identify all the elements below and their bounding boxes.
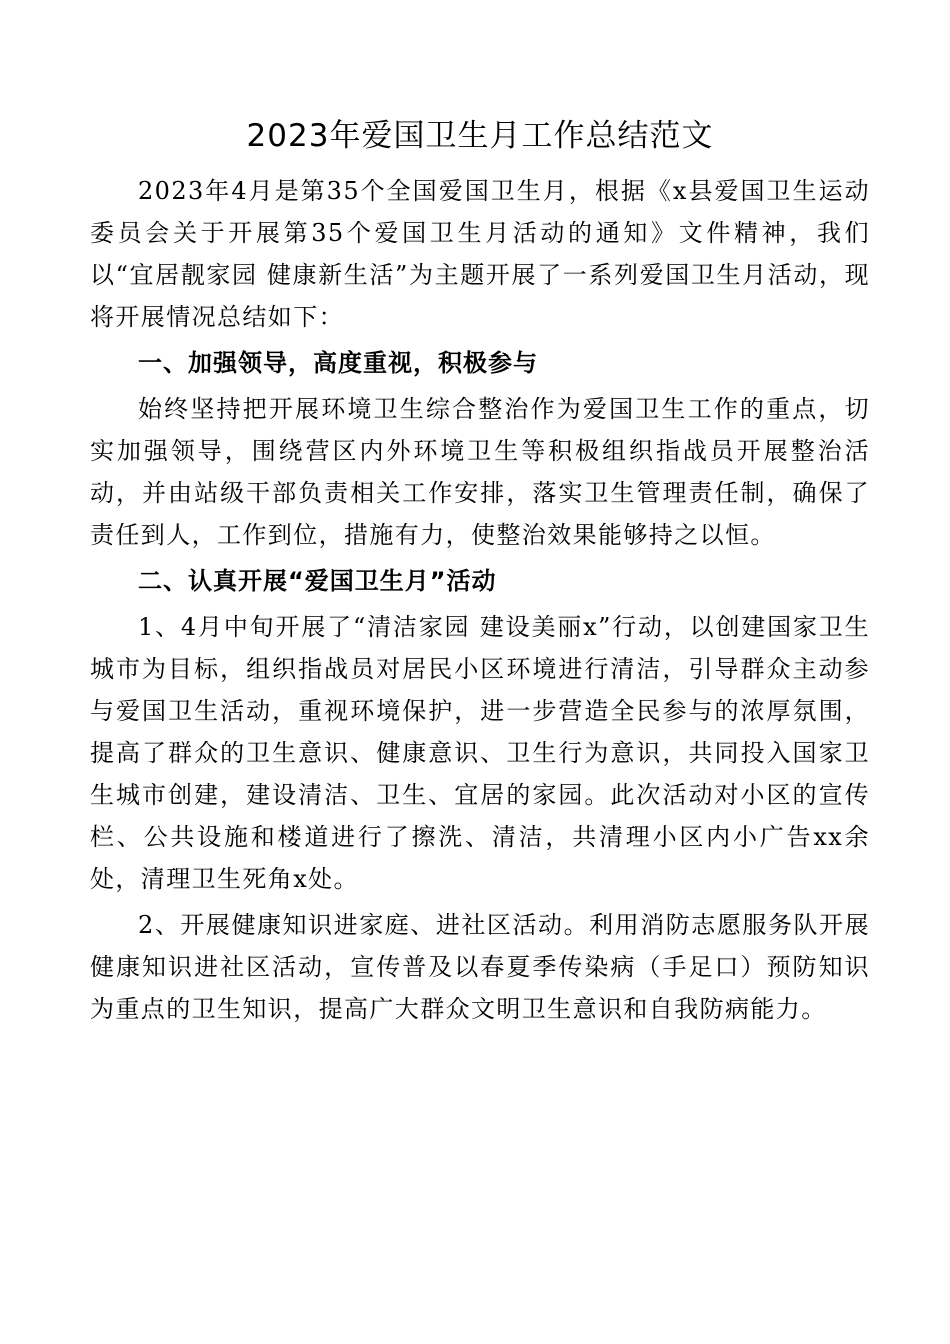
section-heading: 二、认真开展“爱国卫生月”活动	[138, 567, 497, 595]
document-page	[90, 112, 870, 1034]
section-activities	[90, 560, 870, 1030]
section-leadership	[90, 342, 870, 556]
section-heading: 一、加强领导，高度重视，积极参与	[138, 349, 538, 377]
document-title: 2023年爱国卫生月工作总结范文	[246, 118, 714, 154]
section-paragraph: 始终坚持把开展环境卫生综合整治作为爱国卫生工作的重点，切实加强领导，围绕营区内外环境卫生等积极组织指战员开展整治活动，并由站级干部负责相关工作安排，落实卫生管理责任制，确保了责任到人，工作到位，措施有力，使整治效果能够持之以恒。	[90, 395, 870, 549]
section-paragraph: 2、开展健康知识进家庭、进社区活动。利用消防志愿服务队开展健康知识进社区活动，宣传普及以春夏季传染病（手足口）预防知识为重点的卫生知识，提高广大群众文明卫生意识和自我防病能力。	[90, 911, 870, 1023]
section-paragraph: 1、4月中旬开展了“清洁家园 建设美丽x”行动，以创建国家卫生城市为目标，组织指战员对居民小区环境进行清洁，引导群众主动参与爱国卫生活动，重视环境保护，进一步营造全民参与的浓厚氛围，提高了群众的卫生意识、健康意识、卫生行为意识，共同投入国家卫生城市创建，建设清洁、卫生、宜居的家园。此次活动对小区的宣传栏、公共设施和楼道进行了擦洗、清洁，共清理小区内小广告xx余处，清理卫生死角x处。	[90, 613, 870, 893]
intro-paragraph: 2023年4月是第35个全国爱国卫生月，根据《x县爱国卫生运动委员会关于开展第35个爱国卫生月活动的通知》文件精神，我们以“宜居靓家园 健康新生活”为主题开展了一系列爱国卫生月活动，现将开展情况总结如下：	[90, 177, 870, 331]
